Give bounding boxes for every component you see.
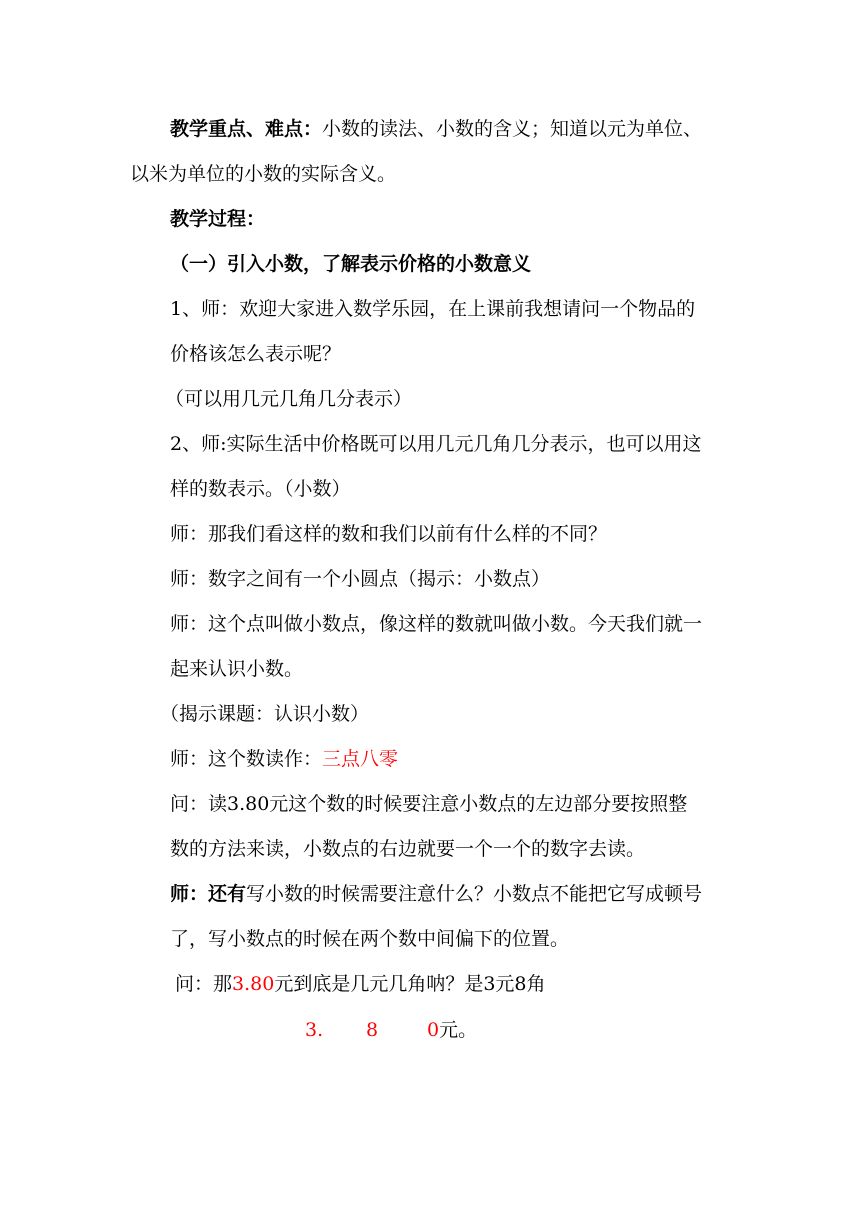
focus-line-2: 以米为单位的小数的实际含义。 (130, 163, 397, 185)
section-1-title: （一）引入小数，了解表示价格的小数意义 (170, 253, 532, 275)
paragraph-6: （揭示课题：认识小数） (160, 703, 370, 725)
focus-label: 教学重点、难点： (170, 118, 323, 140)
paragraph-7 (170, 747, 398, 771)
digit-tenths: 8 (366, 1019, 379, 1041)
digit-hundredths: 0 (427, 1019, 440, 1041)
paragraph-4: 师：数字之间有一个小圆点（揭示：小数点） (170, 568, 551, 590)
paragraph-10-prefix: 问：那 (175, 973, 233, 995)
paragraph-10 (175, 972, 546, 996)
paragraph-3: 师：那我们看这样的数和我们以前有什么样的不同？ (170, 523, 608, 545)
digit-hundredths-line (427, 1018, 477, 1042)
paragraph-2-line-2: 样的数表示。（小数） (170, 478, 351, 500)
focus-line-1 (170, 117, 702, 141)
paragraph-1-line-2: 价格该怎么表示呢？ (170, 343, 342, 365)
process-heading: 教学过程： (170, 208, 266, 230)
unit-yuan: 元。 (439, 1019, 478, 1041)
paragraph-7-prefix: 师：这个数读作： (170, 748, 323, 770)
digit-ones: 3. (305, 1019, 324, 1041)
number-highlight: 3.80 (232, 973, 275, 995)
paragraph-1-line-1: 1、师：欢迎大家进入数学乐园，在上课前我想请问一个物品的 (170, 298, 696, 320)
paragraph-8-line-1: 问：读3.80元这个数的时候要注意小数点的左边部分要按照整 (170, 793, 688, 815)
paragraph-9-text-1: 写小数的时候需要注意什么？小数点不能把它写成顿号 (246, 883, 703, 905)
paragraph-1-answer: （可以用几元几角几分表示） (165, 388, 413, 410)
paragraph-5-line-2: 起来认识小数。 (170, 658, 304, 680)
paragraph-9-bold: 师：还有 (170, 883, 247, 905)
paragraph-2-line-1: 2、师:实际生活中价格既可以用几元几角几分表示，也可以用这 (170, 433, 702, 455)
paragraph-10-suffix: 元到底是几元几角呐？是3元8角 (274, 973, 546, 995)
paragraph-9-line-2: 了，写小数点的时候在两个数中间偏下的位置。 (170, 928, 570, 950)
paragraph-8-line-2: 数的方法来读，小数点的右边就要一个一个的数字去读。 (170, 838, 646, 860)
paragraph-5-line-1: 师：这个点叫做小数点，像这样的数就叫做小数。今天我们就一 (170, 613, 703, 635)
focus-text-1: 小数的读法、小数的含义；知道以元为单位、 (322, 118, 703, 140)
paragraph-9-line-1 (170, 882, 702, 906)
reading-highlight: 三点八零 (322, 748, 399, 770)
